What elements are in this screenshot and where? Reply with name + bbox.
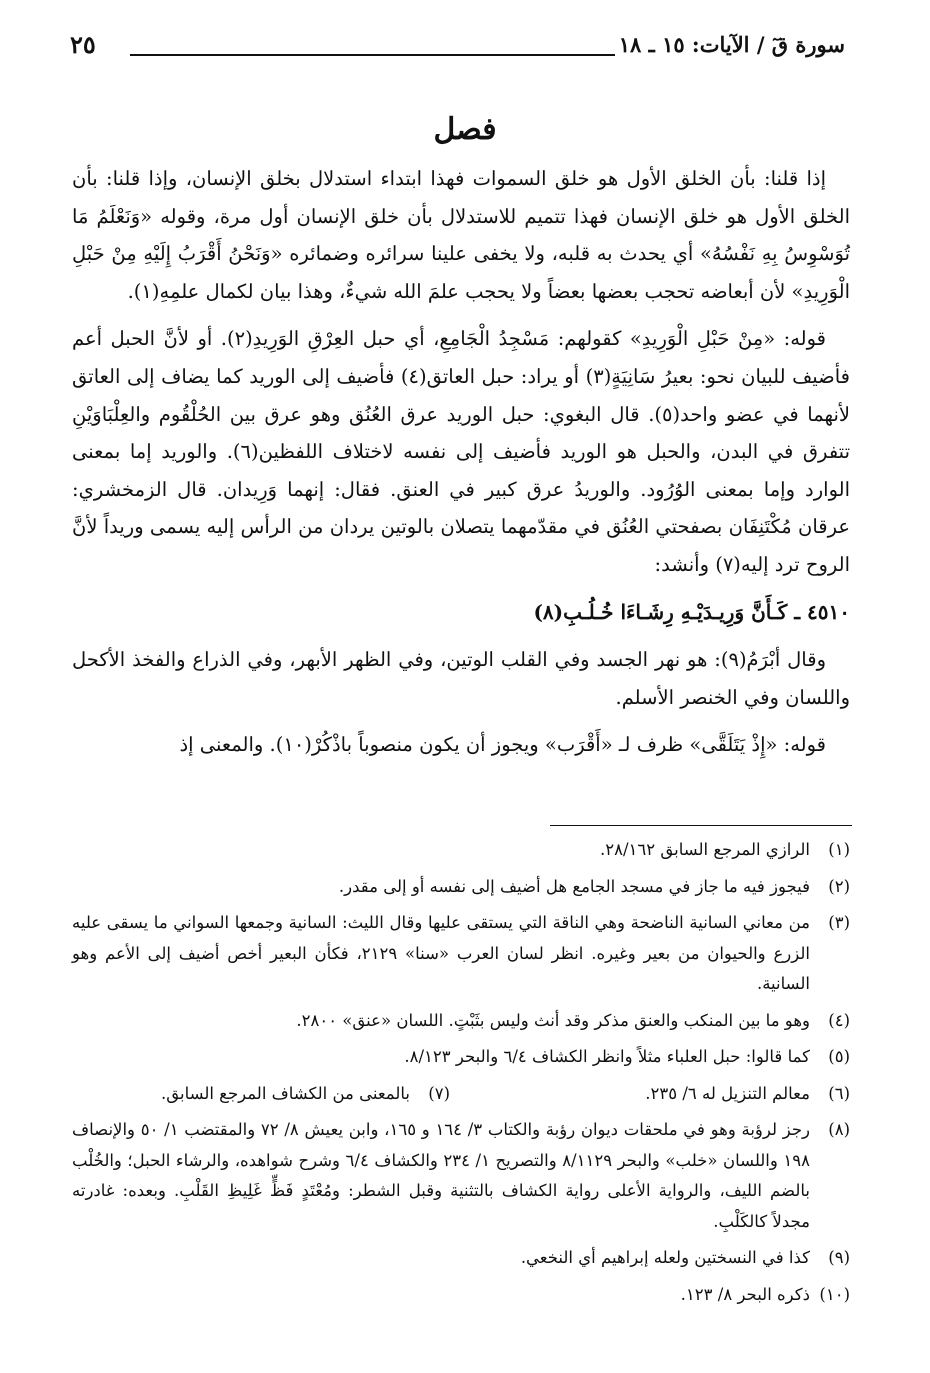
footnote-number: (٤) (828, 1010, 850, 1030)
footnote (450, 1079, 850, 1110)
paragraph: وقال أبْرَمُ(٩): هو نهر الجسد وفي القلب الوتين، وفي الظهر الأبهر، وفي الذراع والفخذ الأكحل واللسان وفي الخنصر الأسلم. (72, 648, 850, 709)
footnote-number: (٨) (828, 1120, 850, 1139)
footnote-number: (٢) (828, 876, 850, 896)
footnote-text: كما قالوا: حبل العلباء مثلاً وانظر الكشاف ٦/٤ والبحر ٨/١٢٣. (404, 1047, 810, 1066)
footnote-text: من معاني السانية الناضحة وهي الناقة التي يستقى عليها وقال الليث: السانية وجمعها السواني ما يسقى عليه الزرع والحيوان من بعير وغيره. انظر لسان العرب «سنا» ٢١٢٩، فكأن البعير أخص أضيف إلى الأعم وهو السانية. (72, 913, 810, 993)
paragraph: قوله: «إِذْ يَتَلَقَّى» ظرف لـ «أَقْرَب» ويجوز أن يكون منصوباً باذْكُرْ(١٠). والمعنى إذ (179, 733, 826, 757)
footnote-separator (550, 825, 852, 826)
footnote (72, 1115, 850, 1237)
paragraph: قوله: «مِنْ حَبْلِ الْوَرِيدِ» كقولهم: مَسْجِدُ الْجَامِعِ، أي حبل العِرْقِ الوَرِيدِ(٢). أو لأنَّ الحبل أعم فأضيف للبيان نحو: بعيرُ سَانِيَةٍ(٣) أو يراد: حبل العاتق(٤) فأضيف إلى الوريد كما يضاف إلى العاتق لأنهما في عضو واحد(٥). قال البغوي: حبل الوريد عرق العُنُق وهو عرق بين الحُلْقُوم والعِلْبَاوَيْنِ تتفرق في البدن، والحبل هو الوريد فأضيف إلى نفسه لاختلاف اللفظين(٦). والوريد إما بمعنى الوارد وإما بمعنى الوُرُود. والوريدُ عرق كبير في العنق. فقال: إنهما وَرِيدان. قال الزمخشري: عرقان مُكْتَنِفَان بصفحتي العُنُق في مقدّمهما يتصلان بالوتين يردان من الرأس إليه يسمى وريداً لأنَّ الروح ترد إليه(٧) وأنشد: (72, 327, 851, 576)
footnote (72, 835, 850, 866)
footnote (72, 1243, 850, 1274)
footnote-text: كذا في النسختين ولعله إبراهيم أي النخعي. (520, 1248, 810, 1267)
footnote-number: (٥) (828, 1047, 850, 1066)
footnote (72, 1042, 850, 1073)
footnote-text: رجز لرؤبة وهو في ملحقات ديوان رؤبة والكتاب ٣/ ١٦٤ و ١٦٥، وابن يعيش ٨/ ٧٢ والمقتضب ١/ ٥٠ والإنصاف ١٩٨ واللسان «خلب» والبحر ٨/١١٢٩ والتصريح ١/ ٢٣٤ والكشاف ٦/٤ وشرح شواهده، والرشاء الحبل؛ والخُلْب بالضم الليف، والرواية الأعلى رواية الكشاف بالتثنية وقبل الشطر: ومُعْتَدٍ فَظٍّ غَلِيظِ القَلْبِ. وبعده: غادرته مجدلاً كالكَلْبِ. (72, 1120, 810, 1231)
page-number: ٢٥ (70, 30, 96, 59)
running-title: سورة قٓ / الآيات: ١٥ ـ ١٨ (618, 32, 845, 57)
running-header (70, 28, 845, 68)
footnote-text: الرازي المرجع السابق ٢٨/١٦٢. (600, 840, 810, 859)
footnote-number: (٣) (828, 913, 850, 932)
footnote (72, 872, 850, 903)
footnote-text: ذكره البحر ٨/ ١٢٣. (680, 1284, 810, 1304)
paragraph: إذا قلنا: بأن الخلق الأول هو خلق السموات فهذا ابتداء استدلال بخلق الإنسان، وإذا قلنا: بأن الخلق الأول هو خلق الإنسان فهذا تتميم للاستدلال بأن خلق الإنسان أول مرة، وقوله «وَنَعْلَمُ مَا تُوَسْوِسُ بِهِ نَفْسُهُ» أي يحدث به قلبه، ولا يخفى علينا سرائره وضمائره «وَنَحْنُ أَقْرَبُ إِلَيْهِ مِنْ حَبْلِ الْوَرِيدِ» لأن أبعاضه تحجب بعضها بعضاً ولا يحجب علمَ الله شيءٌ، وهذا بيان لكمال علمِهِ(١). (72, 167, 850, 303)
footnote (72, 1006, 850, 1037)
poetry-verse: ٤٥١٠ ـ كَـأَنَّ وَرِيـدَيْـهِ رِشَـاءَا خُـلُـبِ(٨) (533, 599, 850, 624)
footnote-number: (٩) (828, 1248, 850, 1267)
footnote-text: فيجوز فيه ما جاز في مسجد الجامع هل أضيف إلى نفسه أو إلى مقدر. (338, 876, 810, 896)
footnote (72, 1280, 850, 1311)
footnote-number: (٧) (428, 1083, 450, 1103)
footnote-number: (٦) (828, 1083, 850, 1103)
section-heading: فصل (433, 112, 497, 147)
footnote-text: معالم التنزيل له ٦/ ٢٣٥. (645, 1083, 810, 1103)
header-rule (130, 54, 615, 56)
footnote-text: بالمعنى من الكشاف المرجع السابق. (160, 1083, 410, 1103)
footnotes (72, 835, 850, 1316)
footnote (161, 1079, 450, 1110)
footnote-pair (72, 1079, 850, 1116)
footnote-text: وهو ما بين المنكب والعنق مذكر وقد أنث وليس بثَبْتٍ. اللسان «عنق» ٢٨٠٠. (296, 1010, 810, 1030)
main-text (72, 160, 850, 774)
footnote-number: (١٠) (819, 1284, 850, 1304)
footnote (72, 908, 850, 1000)
footnote-number: (١) (828, 840, 850, 859)
